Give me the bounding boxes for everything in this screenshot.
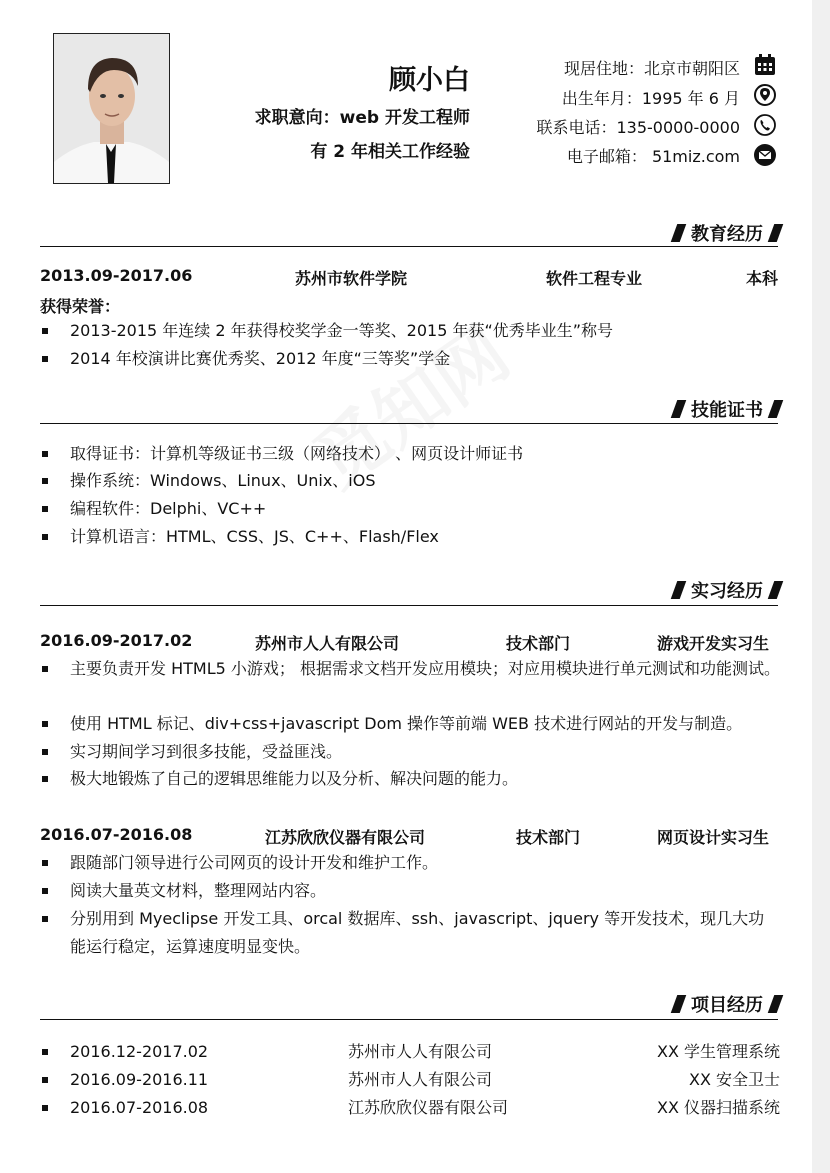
page-scrollbar[interactable]: [812, 0, 830, 1173]
education-period: 2013.09-2017.06: [40, 266, 193, 285]
project-row: [40, 1066, 780, 1094]
job-period: 2016.09-2017.02: [40, 631, 193, 650]
phone-icon: [753, 113, 777, 137]
project-name: XX 仪器扫描系统: [656, 1098, 780, 1117]
phone-text: 联系电话：135-0000-0000: [536, 118, 740, 137]
list-item: 阅读大量英文材料，整理网站内容。: [40, 877, 780, 905]
internship-section-title: [674, 577, 780, 603]
skills-title-text: 技能证书: [691, 400, 763, 421]
list-item: 取得证书：计算机等级证书三级（网络技术） 、网页设计师证书: [40, 440, 780, 468]
project-name: XX 安全卫士: [688, 1070, 780, 1089]
work-experience-summary: 有 2 年相关工作经验: [310, 142, 470, 162]
education-major: 软件工程专业: [546, 269, 643, 288]
projects-title-text: 项目经历: [691, 995, 763, 1016]
skills-section-title: [674, 396, 780, 422]
project-row: [40, 1094, 780, 1122]
slash-decoration: [671, 224, 687, 242]
section-divider: [40, 605, 778, 606]
list-item: 计算机语言：HTML、CSS、JS、C++、Flash/Flex: [40, 523, 780, 551]
job-period: 2016.07-2016.08: [40, 825, 193, 844]
section-divider: [40, 1019, 778, 1020]
job-intent: 求职意向：web 开发工程师: [254, 108, 470, 128]
list-item: 主要负责开发 HTML5 小游戏； 根据需求文档开发应用模块；对应用模块进行单元测试和功能测试。: [40, 655, 780, 683]
project-row: [40, 1038, 780, 1066]
projects-section-title: [674, 991, 780, 1017]
job-role: 网页设计实习生: [657, 828, 770, 847]
profile-photo: [53, 33, 170, 184]
list-item: 分别用到 Myeclipse 开发工具、orcal 数据库、ssh、javascript、jquery 等开发技术，现几大功能运行稳定，运算速度明显变快。: [40, 905, 780, 961]
project-name: XX 学生管理系统: [656, 1042, 780, 1061]
list-item: 2013-2015 年连续 2 年获得校奖学金一等奖、2015 年获“优秀毕业生”称号: [40, 317, 780, 345]
slash-decoration: [671, 995, 687, 1013]
job-department: 技术部门: [506, 634, 571, 653]
project-company: 江苏欣欣仪器有限公司: [348, 1098, 509, 1117]
email-text: 电子邮箱： 51miz.com: [566, 147, 740, 166]
list-item: 极大地锻炼了自己的逻辑思维能力以及分析、解决问题的能力。: [40, 765, 780, 793]
candidate-name: 顾小白: [389, 65, 470, 96]
list-item: 实习期间学习到很多技能，受益匪浅。: [40, 738, 780, 766]
slash-decoration: [768, 400, 784, 418]
project-period: 2016.09-2016.11: [70, 1070, 209, 1089]
residence-text: 现居住地：北京市朝阳区: [563, 59, 740, 78]
slash-decoration: [768, 224, 784, 242]
job-company: 江苏欣欣仪器有限公司: [265, 828, 426, 847]
list-item: 2014 年校演讲比赛优秀奖、2012 年度“三等奖”学金: [40, 345, 780, 373]
list-item: 编程软件：Delphi、VC++: [40, 495, 780, 523]
portrait-image: [54, 34, 169, 183]
education-title-text: 教育经历: [691, 224, 763, 245]
project-company: 苏州市人人有限公司: [348, 1042, 493, 1061]
project-period: 2016.07-2016.08: [70, 1098, 209, 1117]
internship-title-text: 实习经历: [691, 581, 763, 602]
list-item: 操作系统：Windows、Linux、Unix、iOS: [40, 467, 780, 495]
education-school: 苏州市软件学院: [295, 269, 408, 288]
job-role: 游戏开发实习生: [657, 634, 770, 653]
section-divider: [40, 423, 778, 424]
calendar-icon: [753, 53, 777, 77]
slash-decoration: [671, 581, 687, 599]
project-company: 苏州市人人有限公司: [348, 1070, 493, 1089]
job-department: 技术部门: [516, 828, 581, 847]
list-item: 使用 HTML 标记、div+css+javascript Dom 操作等前端 WEB 技术进行网站的开发与制造。: [40, 710, 780, 738]
email-icon: [753, 143, 777, 167]
slash-decoration: [671, 400, 687, 418]
birth-text: 出生年月：1995 年 6 月: [561, 89, 740, 108]
job-company: 苏州市人人有限公司: [255, 634, 400, 653]
project-period: 2016.12-2017.02: [70, 1042, 209, 1061]
education-section-title: [674, 220, 780, 246]
slash-decoration: [768, 581, 784, 599]
slash-decoration: [768, 995, 784, 1013]
honors-label: 获得荣誉：: [40, 297, 121, 316]
location-icon: [753, 83, 777, 107]
list-item: 跟随部门领导进行公司网页的设计开发和维护工作。: [40, 849, 780, 877]
education-degree: 本科: [746, 269, 779, 288]
section-divider: [40, 246, 778, 247]
